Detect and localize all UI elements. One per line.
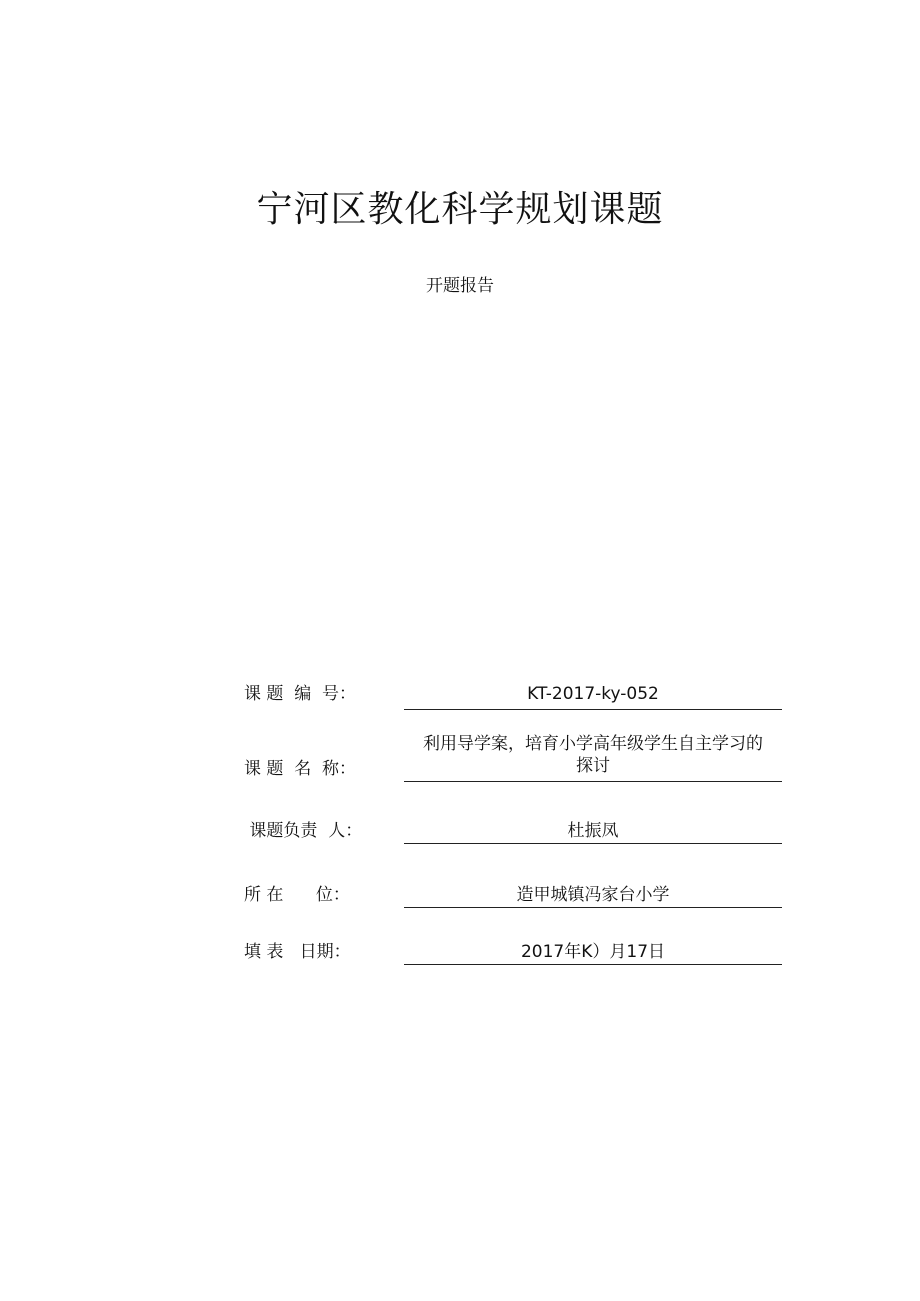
document-subtitle: 开题报告 <box>426 276 494 296</box>
field-value-unit <box>404 884 782 908</box>
field-value-unit-text: 造甲城镇冯家台小学 <box>516 885 670 905</box>
field-label-person-in-charge: 课题负责 人： <box>244 821 363 841</box>
field-label-project-number: 课 题 编 号： <box>244 684 357 704</box>
field-value-project-number <box>404 683 782 710</box>
field-label-project-name: 课 题 名 称： <box>244 759 357 779</box>
field-value-person-in-charge-text: 杜振凤 <box>567 821 619 841</box>
field-value-project-name-line-2: 探讨 <box>576 756 610 776</box>
field-value-project-number-text: KT-2017-ky-052 <box>527 684 659 704</box>
field-value-project-name-line-1: 利用导学案，培育小学高年级学生自主学习的 <box>423 734 763 754</box>
field-label-unit: 所 在 位： <box>244 885 350 905</box>
document-title: 宁河区教化科学规划课题 <box>256 189 664 230</box>
field-value-fill-date-text: 2017年K）月17日 <box>520 942 666 962</box>
field-value-person-in-charge <box>404 820 782 844</box>
field-label-fill-date: 填 表 日期： <box>244 942 351 962</box>
field-value-project-name <box>404 733 782 782</box>
field-value-fill-date <box>404 941 782 965</box>
